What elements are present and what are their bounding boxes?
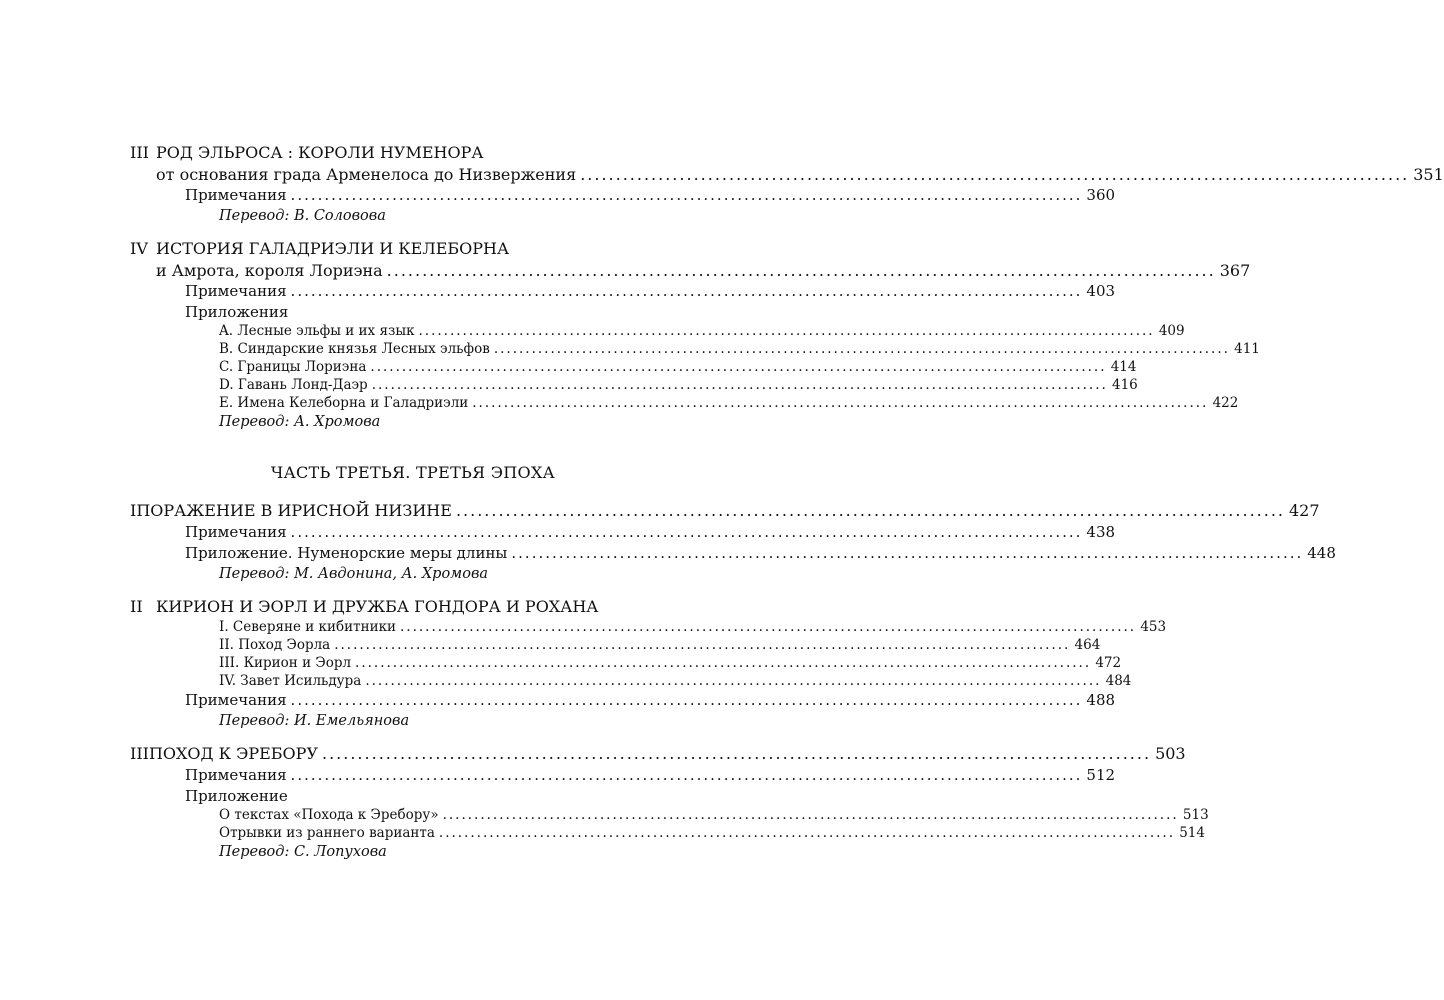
dot-leader: ..................................................................................................................... xyxy=(370,359,1107,375)
section-number: I xyxy=(130,501,137,520)
page-number: 438 xyxy=(1086,523,1116,541)
toc-entry[interactable]: Примечания ..................................................................................................................... 488 xyxy=(185,691,1116,709)
page-number: 367 xyxy=(1219,261,1251,280)
page-number: 484 xyxy=(1105,673,1132,689)
dot-leader: ..................................................................................................................... xyxy=(511,544,1304,562)
page-number: 512 xyxy=(1086,766,1116,784)
dot-leader: ..................................................................................................................... xyxy=(290,186,1083,204)
translator-credit: Перевод: М. Авдонина, А. Хромова xyxy=(219,566,489,582)
section-heading[interactable] xyxy=(130,500,1320,522)
toc-entry[interactable]: Примечания ..................................................................................................................... 360 xyxy=(185,186,1116,204)
page-number: 416 xyxy=(1112,377,1138,393)
dot-leader: ..................................................................................................................... xyxy=(400,619,1137,635)
appendix-heading: Приложение xyxy=(185,787,288,805)
dot-leader: ..................................................................................................................... xyxy=(371,377,1108,393)
section-number: III xyxy=(130,744,149,763)
toc-entry[interactable]: B. Синдарские князья Лесных эльфов ..................................................................................................................... 411 xyxy=(219,341,1260,357)
page-number: 411 xyxy=(1234,341,1260,357)
page-number: 453 xyxy=(1140,619,1167,635)
toc-entry[interactable]: Примечания ..................................................................................................................... 403 xyxy=(185,282,1116,300)
dot-leader: ..................................................................................................................... xyxy=(493,341,1230,357)
translator-credit: Перевод: В. Соловова xyxy=(219,208,386,224)
section-title: РОД ЭЛЬРОСА : КОРОЛИ НУМЕНОРА xyxy=(156,143,484,162)
section-title: КИРИОН И ЭОРЛ И ДРУЖБА ГОНДОРА И РОХАНА xyxy=(156,597,599,616)
page-number: 448 xyxy=(1307,544,1336,562)
section-title: ИСТОРИЯ ГАЛАДРИЭЛИ И КЕЛЕБОРНА xyxy=(156,239,510,258)
toc-entry[interactable]: Приложение. Нуменорские меры длины ..................................................................................................................... 448 xyxy=(185,544,1336,562)
toc-entry[interactable]: Отрывки из раннего варианта ..................................................................................................................... 514 xyxy=(219,825,1205,841)
dot-leader: ..................................................................................................................... xyxy=(418,323,1155,339)
page-number: 422 xyxy=(1212,395,1239,411)
dot-leader: ..................................................................................................................... xyxy=(580,165,1410,184)
translator-credit: Перевод: И. Емельянова xyxy=(219,713,410,729)
toc-entry[interactable]: IV. Завет Исильдура ..................................................................................................................... 484 xyxy=(219,673,1132,689)
dot-leader: ..................................................................................................................... xyxy=(290,766,1083,784)
section-number: IV xyxy=(130,239,148,258)
section-title: ПОХОД К ЭРЕБОРУ xyxy=(148,744,318,763)
toc-entry[interactable]: C. Границы Лориэна ..................................................................................................................... 414 xyxy=(219,359,1137,375)
toc-entry[interactable]: от основания града Арменелоса до Низвержения ..................................................................................................................... 351 xyxy=(156,165,1444,184)
section-number: II xyxy=(130,597,143,616)
page-number: 360 xyxy=(1086,186,1116,204)
dot-leader: ..................................................................................................................... xyxy=(472,395,1209,411)
page-number: 414 xyxy=(1110,359,1137,375)
toc-entry[interactable]: и Амрота, короля Лориэна ..................................................................................................................... 367 xyxy=(156,261,1251,280)
dot-leader: ..................................................................................................................... xyxy=(290,282,1083,300)
toc-entry[interactable]: Примечания ..................................................................................................................... 438 xyxy=(185,523,1116,541)
page-number: 514 xyxy=(1179,825,1205,841)
section-heading xyxy=(130,238,696,260)
dot-leader: ..................................................................................................................... xyxy=(442,807,1179,823)
section-heading xyxy=(130,142,696,164)
dot-leader: ..................................................................................................................... xyxy=(334,637,1071,653)
toc-entry[interactable]: III. Кирион и Эорл ..................................................................................................................... 472 xyxy=(219,655,1122,671)
toc-entry[interactable]: D. Гавань Лонд-Даэр ..................................................................................................................... 416 xyxy=(219,377,1138,393)
section-heading[interactable] xyxy=(130,743,1186,765)
dot-leader: ..................................................................................................................... xyxy=(386,261,1216,280)
page-number: 403 xyxy=(1086,282,1116,300)
translator-credit: Перевод: А. Хромова xyxy=(219,414,381,430)
toc-entry[interactable]: I. Северяне и кибитники ..................................................................................................................... 453 xyxy=(219,619,1167,635)
page-number: 351 xyxy=(1413,165,1444,184)
toc-entry[interactable]: A. Лесные эльфы и их язык ..................................................................................................................... 409 xyxy=(219,323,1185,339)
toc-entry[interactable]: О текстах «Похода к Эребору» ..................................................................................................................... 513 xyxy=(219,807,1209,823)
page-number: 409 xyxy=(1158,323,1185,339)
dot-leader: ..................................................................................................................... xyxy=(322,744,1152,763)
part-title: ЧАСТЬ ТРЕТЬЯ. ТРЕТЬЯ ЭПОХА xyxy=(270,463,556,482)
page-number: 464 xyxy=(1074,637,1101,653)
dot-leader: ..................................................................................................................... xyxy=(355,655,1092,671)
dot-leader: ..................................................................................................................... xyxy=(365,673,1102,689)
page-number: 488 xyxy=(1086,691,1116,709)
page-number: 503 xyxy=(1155,744,1186,763)
table-of-contents xyxy=(130,142,1444,862)
page-number: 472 xyxy=(1095,655,1122,671)
dot-leader: ..................................................................................................................... xyxy=(290,523,1083,541)
dot-leader: ..................................................................................................................... xyxy=(290,691,1083,709)
translator-credit: Перевод: С. Лопухова xyxy=(219,844,387,860)
toc-entry[interactable]: E. Имена Келеборна и Галадриэли ..................................................................................................................... 422 xyxy=(219,395,1239,411)
toc-entry[interactable]: Примечания ..................................................................................................................... 512 xyxy=(185,766,1116,784)
page-number: 513 xyxy=(1182,807,1209,823)
page-number: 427 xyxy=(1289,501,1320,520)
section-title: ПОРАЖЕНИЕ В ИРИСНОЙ НИЗИНЕ xyxy=(136,501,452,520)
appendix-heading: Приложения xyxy=(185,303,289,321)
dot-leader: ..................................................................................................................... xyxy=(438,825,1175,841)
dot-leader: ..................................................................................................................... xyxy=(455,501,1285,520)
section-number: III xyxy=(130,143,149,162)
section-heading xyxy=(130,596,696,618)
toc-entry[interactable]: II. Поход Эорла ..................................................................................................................... 464 xyxy=(219,637,1101,653)
